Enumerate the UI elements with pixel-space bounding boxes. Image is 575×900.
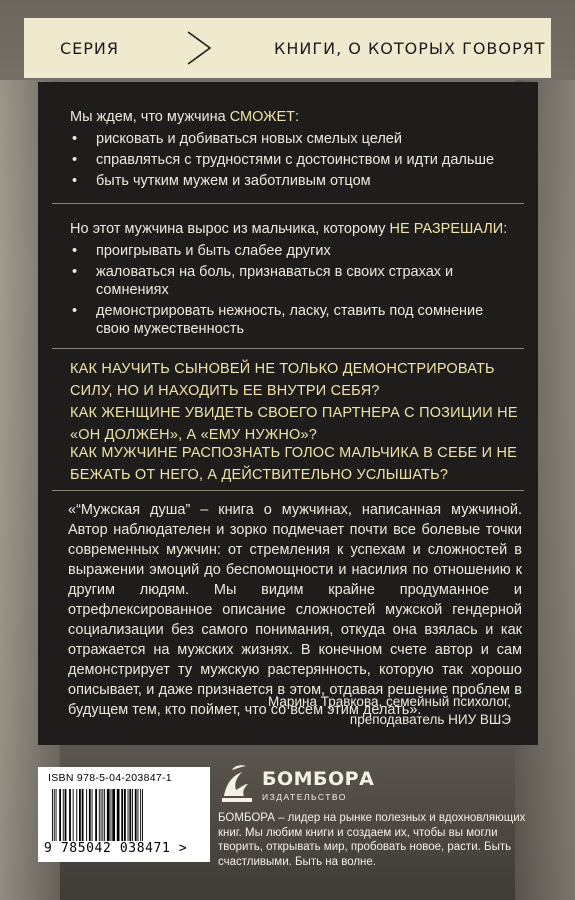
- barcode-bar: [117, 789, 120, 841]
- publisher-name: БОМБОРА: [262, 768, 375, 790]
- emphasis-can: СМОЖЕТ:: [229, 109, 300, 125]
- barcode-bar: [52, 789, 53, 841]
- barcode-bar: [107, 789, 110, 841]
- publisher-description: БОМБОРА – лидер на рынке полезных и вдохновляющих книг. Мы любим книги и создаем их, чтобы вы могли творить, открывать мир, пробовать новое, расти. Быть счастливыми. Быть на волне.: [218, 812, 526, 868]
- divider: [52, 203, 524, 204]
- barcode-bar: [54, 789, 55, 841]
- series-banner: [24, 18, 551, 78]
- isbn-label: ISBN 978-5-04-203847-1: [48, 772, 172, 784]
- barcode-bar: [138, 789, 139, 841]
- barcode-bar: [73, 789, 74, 841]
- section-can: [70, 108, 515, 193]
- barcode-bar: [95, 789, 97, 841]
- barcode-bar: [104, 789, 105, 841]
- not-allowed-list: [70, 242, 515, 338]
- divider: [52, 348, 524, 349]
- barcode-bar: [135, 789, 137, 841]
- list-item: • демонстрировать нежность, ласку, ставить под сомнение свою мужественность: [70, 302, 515, 338]
- barcode-bar: [132, 789, 133, 841]
- chevron-right-icon: [184, 30, 214, 66]
- review-author: Марина Травкова, семейный психолог,: [268, 694, 511, 709]
- barcode-bar: [128, 789, 129, 841]
- barcode-bar: [124, 789, 126, 841]
- list-item: • проигрывать и быть слабее других: [70, 242, 515, 260]
- emphasis-not-allowed: НЕ РАЗРЕШАЛИ:: [389, 221, 508, 237]
- barcode-bar: [92, 789, 93, 841]
- bombora-wave-logo-icon: [218, 762, 256, 806]
- list-item: • справляться с трудностями с достоинством и идти дальше: [70, 151, 515, 169]
- barcode-bar: [142, 789, 143, 841]
- review-author-title: преподаватель НИУ ВШЭ: [349, 712, 511, 727]
- series-name: КНИГИ, О КОТОРЫХ ГОВОРЯТ: [274, 39, 546, 58]
- barcode-bar: [101, 789, 102, 841]
- barcode-bar: [102, 789, 103, 841]
- barcode-bar: [86, 789, 87, 841]
- barcode-bar: [79, 789, 81, 841]
- question-1: КАК НАУЧИТЬ СЫНОВЕЙ НЕ ТОЛЬКО ДЕМОНСТРИРОВАТЬ СИЛУ, НО И НАХОДИТЬ ЕЕ ВНУТРИ СЕБЯ?: [70, 361, 495, 399]
- barcode-bar: [112, 789, 115, 841]
- barcode-bar: [63, 789, 64, 841]
- barcode-digits: 9 785042 038471 >: [44, 841, 188, 856]
- list-item: • жаловаться на боль, признаваться в своих страхах и сомнениях: [70, 263, 515, 299]
- review-quote: «“Мужская душа” – книга о мужчинах, написанная мужчиной. Автор наблюдателен и зорко подмечает почти все болевые точки современных мужчин: от стремления к успехам и сложностей в выражении эмоций до беспомощности и насилия по отношению к другим людям. Мы видим крайне продуманное и отрефлексированное описание сложностей мужской гендерной социализации без самого понимания, откуда она взялась и как отражается на мужских жизнях. В конечном счете автор и сам демонстрирует ту мужскую растерянность, которую так хорошо описывает, и даже признается в этом, отдавая решение проблем в будущем тем, кто поймет, что со всем этим делать».: [68, 502, 522, 718]
- barcode-bar: [82, 789, 84, 841]
- barcode-bar: [129, 789, 131, 841]
- barcode-bar: [65, 789, 67, 841]
- question-2: КАК ЖЕНЩИНЕ УВИДЕТЬ СВОЕГО ПАРТНЕРА С ПОЗИЦИИ НЕ «ОН ДОЛЖЕН», А «ЕМУ НУЖНО»?: [70, 405, 518, 443]
- barcode-bar: [111, 789, 112, 841]
- list-item: • быть чутким мужем и заботливым отцом: [70, 172, 515, 190]
- barcode-bar: [69, 789, 71, 841]
- can-list: [70, 130, 515, 190]
- barcode-bars: [50, 789, 200, 841]
- section-not-allowed-intro: Но этот мужчина вырос из мальчика, которому НЕ РАЗРЕШАЛИ:: [70, 221, 508, 237]
- series-label: СЕРИЯ: [60, 39, 120, 58]
- barcode-bar: [56, 789, 57, 841]
- question-3: КАК МУЖЧИНЕ РАСПОЗНАТЬ ГОЛОС МАЛЬЧИКА В СЕБЕ И НЕ БЕЖАТЬ ОТ НЕГО, А ДЕЙСТВИТЕЛЬНО УСЛЫШАТЬ?: [70, 445, 518, 483]
- barcode-bar: [89, 789, 91, 841]
- barcode-bar: [76, 789, 77, 841]
- section-not-allowed: [70, 220, 515, 341]
- publisher-subtitle: ИЗДАТЕЛЬСТВО: [262, 792, 347, 802]
- barcode-bar: [121, 789, 123, 841]
- list-item: • рисковать и добиваться новых смелых целей: [70, 130, 515, 148]
- barcode-bar: [140, 789, 141, 841]
- barcode: [38, 767, 210, 862]
- barcode-bar: [59, 789, 61, 841]
- barcode-bar: [99, 789, 100, 841]
- divider: [52, 490, 524, 491]
- section-can-intro: Мы ждем, что мужчина СМОЖЕТ:: [70, 109, 300, 125]
